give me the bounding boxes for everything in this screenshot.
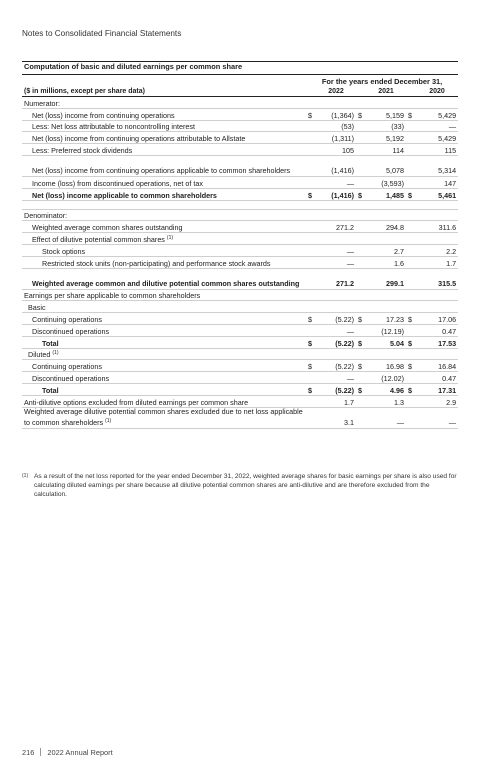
table-row xyxy=(22,256,458,268)
cell-2021: (3,593) xyxy=(366,176,406,188)
row-label: Restricted stock units (non-participating) and performance stock awards xyxy=(22,256,306,268)
table-row xyxy=(22,176,458,188)
cell-2020: 17.06 xyxy=(416,313,458,325)
row-label: Continuing operations xyxy=(22,360,306,372)
table-row xyxy=(22,395,458,407)
table-row-total xyxy=(22,336,458,348)
row-label: Anti-dilutive options excluded from diluted earnings per common share xyxy=(22,395,306,407)
cell-2022: (5.22) xyxy=(316,336,356,348)
row-label: Weighted average common shares outstanding xyxy=(22,221,306,233)
section-label-row xyxy=(22,97,458,109)
currency-symbol: $ xyxy=(406,360,416,372)
page-footer xyxy=(22,748,113,757)
currency-symbol: $ xyxy=(356,313,366,325)
section-label-row xyxy=(22,348,458,360)
cell-2022: 1.7 xyxy=(316,395,356,407)
diluted-text: Diluted xyxy=(28,350,51,360)
row-label: Total xyxy=(22,336,306,348)
cell-2021: 1.3 xyxy=(366,395,406,407)
row-label: Continuing operations xyxy=(22,313,306,325)
table-row xyxy=(22,313,458,325)
cell-2021: 5,078 xyxy=(366,155,406,176)
row-label: Stock options xyxy=(22,244,306,256)
period-header-row xyxy=(22,75,458,86)
diluted-label xyxy=(22,348,458,360)
report-name: 2022 Annual Report xyxy=(47,748,113,757)
section-label-row xyxy=(22,209,458,221)
dilutive-effect-text: Effect of dilutive potential common shares xyxy=(32,234,165,244)
footnote-marker: (1) xyxy=(166,234,174,241)
cell-2020: 311.6 xyxy=(416,221,458,233)
row-label: Discontinued operations xyxy=(22,372,306,384)
units-label: ($ in millions, except per share data) xyxy=(22,86,306,97)
cell-2021: 299.1 xyxy=(366,268,406,289)
currency-symbol: $ xyxy=(406,188,416,200)
numerator-label: Numerator: xyxy=(22,97,458,109)
cell-2020: 5,461 xyxy=(416,188,458,200)
cell-2022: 271.2 xyxy=(316,268,356,289)
cell-2022: — xyxy=(316,244,356,256)
table-row xyxy=(22,120,458,132)
spacer-row xyxy=(22,200,458,209)
cell-2021: — xyxy=(366,407,406,428)
section-label-row xyxy=(22,301,458,313)
footnote xyxy=(22,472,458,499)
eps-table-section xyxy=(22,61,458,429)
cell-2022: (5.22) xyxy=(316,383,356,395)
currency-symbol: $ xyxy=(406,383,416,395)
table-title: Computation of basic and diluted earnings per common share xyxy=(22,61,458,75)
dilutive-effect-label xyxy=(22,233,458,245)
cell-2022: (1,311) xyxy=(316,132,356,144)
table-row xyxy=(22,372,458,384)
cell-2022: — xyxy=(316,256,356,268)
row-label: Net (loss) income from continuing operations xyxy=(22,108,306,120)
footnote-marker: (1) xyxy=(52,350,59,357)
row-label-text: Weighted average dilutive potential common shares excluded due to net loss applicable to common shareholders xyxy=(24,407,303,427)
currency-symbol: $ xyxy=(306,188,316,200)
cell-2020: — xyxy=(416,120,458,132)
table-row xyxy=(22,360,458,372)
currency-symbol: $ xyxy=(356,188,366,200)
cell-2020: 1.7 xyxy=(416,256,458,268)
cell-2021: 294.8 xyxy=(366,221,406,233)
footnote-text: As a result of the net loss reported for the year ended December 31, 2022, weighted average shares for basic earnings per share is also used for calculating diluted earnings per share because all dilutive potential common shares are anti-dilutive and are therefore excluded from the calculation. xyxy=(34,473,457,498)
row-label: Net (loss) income applicable to common shareholders xyxy=(22,188,306,200)
cell-2021: 17.23 xyxy=(366,313,406,325)
row-label: Total xyxy=(22,383,306,395)
cell-2020: 17.53 xyxy=(416,336,458,348)
row-label: Income (loss) from discontinued operations, net of tax xyxy=(22,176,306,188)
currency-symbol: $ xyxy=(356,336,366,348)
table-row-total xyxy=(22,383,458,395)
currency-symbol: $ xyxy=(306,383,316,395)
table-row xyxy=(22,407,458,428)
cell-2022: 271.2 xyxy=(316,221,356,233)
cell-2022: (5.22) xyxy=(316,360,356,372)
cell-2020: 2.2 xyxy=(416,244,458,256)
year-header-2021: 2021 xyxy=(366,86,406,97)
eps-table xyxy=(22,75,458,429)
cell-2021: 5.04 xyxy=(366,336,406,348)
table-row xyxy=(22,324,458,336)
cell-2022: (1,416) xyxy=(316,155,356,176)
cell-2021: (33) xyxy=(366,120,406,132)
eps-heading: Earnings per share applicable to common shareholders xyxy=(22,289,458,301)
cell-2020: 5,429 xyxy=(416,132,458,144)
row-label: Discontinued operations xyxy=(22,324,306,336)
table-row xyxy=(22,132,458,144)
cell-2020: 315.5 xyxy=(416,268,458,289)
currency-symbol: $ xyxy=(406,313,416,325)
cell-2020: 5,429 xyxy=(416,108,458,120)
currency-symbol: $ xyxy=(406,336,416,348)
row-label: Net (loss) income from continuing operations attributable to Allstate xyxy=(22,132,306,144)
cell-2020: 17.31 xyxy=(416,383,458,395)
page-header: Notes to Consolidated Financial Statements xyxy=(22,29,182,38)
period-header: For the years ended December 31, xyxy=(321,77,443,86)
currency-symbol: $ xyxy=(406,108,416,120)
cell-2020: 0.47 xyxy=(416,372,458,384)
cell-2022: (1,364) xyxy=(316,108,356,120)
table-row xyxy=(22,221,458,233)
cell-2020: 115 xyxy=(416,144,458,156)
row-label: Less: Net loss attributable to noncontrolling interest xyxy=(22,120,306,132)
cell-2020: 147 xyxy=(416,176,458,188)
cell-2021: 1,485 xyxy=(366,188,406,200)
table-row xyxy=(22,108,458,120)
cell-2020: 16.84 xyxy=(416,360,458,372)
cell-2022: — xyxy=(316,176,356,188)
table-row xyxy=(22,144,458,156)
table-row-total xyxy=(22,188,458,200)
cell-2022: 105 xyxy=(316,144,356,156)
currency-symbol: $ xyxy=(356,360,366,372)
column-header-row xyxy=(22,86,458,97)
row-label: Less: Preferred stock dividends xyxy=(22,144,306,156)
year-header-2022: 2022 xyxy=(316,86,356,97)
row-label xyxy=(22,407,306,428)
cell-2021: 1.6 xyxy=(366,256,406,268)
cell-2022: (5.22) xyxy=(316,313,356,325)
cell-2020: 0.47 xyxy=(416,324,458,336)
currency-symbol: $ xyxy=(306,336,316,348)
cell-2022: (53) xyxy=(316,120,356,132)
footnote-marker: (1) xyxy=(22,473,29,479)
cell-2022: (1,416) xyxy=(316,188,356,200)
footnote-marker: (1) xyxy=(105,417,112,424)
row-label: Weighted average common and dilutive potential common shares outstanding xyxy=(22,268,306,289)
footer-divider xyxy=(40,748,41,756)
denominator-label: Denominator: xyxy=(22,209,458,221)
currency-symbol: $ xyxy=(306,313,316,325)
table-row xyxy=(22,155,458,176)
cell-2021: 5,159 xyxy=(366,108,406,120)
cell-2020: 2.9 xyxy=(416,395,458,407)
year-header-2020: 2020 xyxy=(416,86,458,97)
cell-2020: 5,314 xyxy=(416,155,458,176)
currency-symbol: $ xyxy=(356,108,366,120)
section-label-row xyxy=(22,233,458,245)
cell-2021: (12.19) xyxy=(366,324,406,336)
page-number: 216 xyxy=(22,748,35,757)
row-label: Net (loss) income from continuing operations applicable to common shareholders xyxy=(22,155,306,176)
table-row-total xyxy=(22,268,458,289)
cell-2021: 114 xyxy=(366,144,406,156)
cell-2022: — xyxy=(316,324,356,336)
cell-2021: 2.7 xyxy=(366,244,406,256)
section-label-row xyxy=(22,289,458,301)
cell-2021: (12.02) xyxy=(366,372,406,384)
cell-2021: 5,192 xyxy=(366,132,406,144)
currency-symbol: $ xyxy=(306,360,316,372)
basic-label: Basic xyxy=(22,301,458,313)
table-row xyxy=(22,244,458,256)
cell-2022: — xyxy=(316,372,356,384)
currency-symbol: $ xyxy=(356,383,366,395)
cell-2020: — xyxy=(416,407,458,428)
cell-2022: 3.1 xyxy=(316,407,356,428)
currency-symbol: $ xyxy=(306,108,316,120)
cell-2021: 16.98 xyxy=(366,360,406,372)
cell-2021: 4.96 xyxy=(366,383,406,395)
